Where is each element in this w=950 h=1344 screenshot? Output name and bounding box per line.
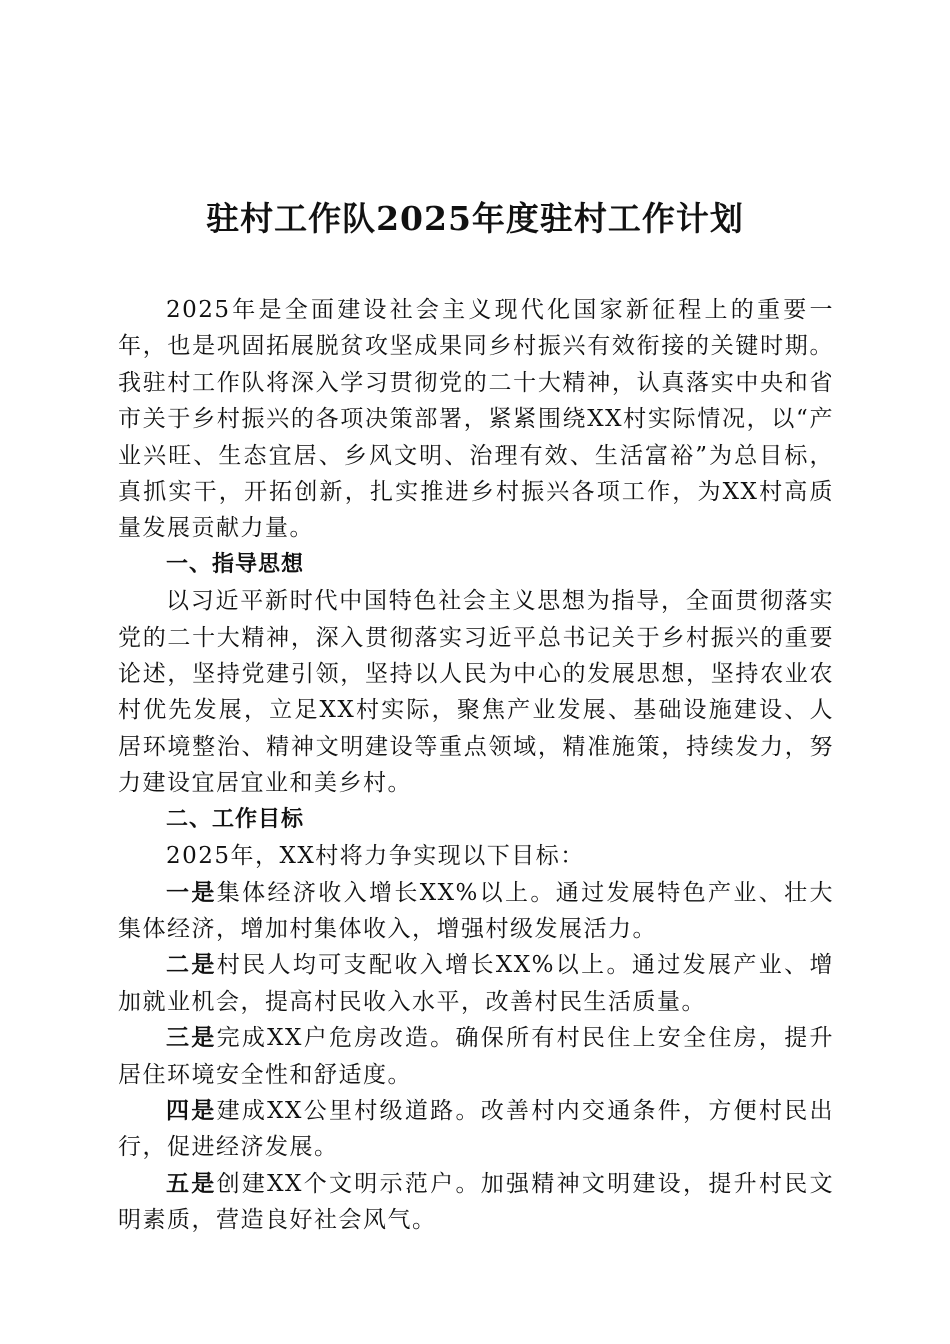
goal-text: 建成XX公里村级道路。改善村内交通条件，方便村民出行，促进经济发展。 [118,1097,835,1161]
goal-lead: 四是 [166,1096,217,1124]
goal-lead: 二是 [166,951,217,979]
goal-item-4 [118,1093,834,1166]
goal-lead: 一是 [166,878,217,906]
document-title: 驻村工作队2025年度驻村工作计划 [206,199,744,238]
goal-text: 创建XX个文明示范户。加强精神文明建设，提升村民文明素质，营造良好社会风气。 [118,1170,835,1234]
goal-text: 村民人均可支配收入增长XX%以上。通过发展产业、增加就业机会，提高村民收入水平，改善村民生活质量。 [118,952,835,1015]
section-paragraph-work-goals: 2025年，XX村将力争实现以下目标： [166,843,585,870]
document-body [118,292,834,1239]
goal-item-3 [118,1020,834,1093]
goal-item-1 [118,875,834,948]
section-heading-work-goals: 二、工作目标 [166,806,305,832]
goal-lead: 五是 [166,1169,217,1197]
goal-item-5 [118,1166,834,1239]
section-heading-guiding-ideology: 一、指导思想 [166,551,305,577]
goal-text: 集体经济收入增长XX%以上。通过发展特色产业、壮大集体经济，增加村集体收入，增强村级发展活力。 [118,879,835,942]
intro-paragraph: 2025年是全面建设社会主义现代化国家新征程上的重要一年，也是巩固拓展脱贫攻坚成果同乡村振兴有效衔接的关键时期。我驻村工作队将深入学习贯彻党的二十大精神，认真落实中央和省市关于乡村振兴的各项决策部署，紧紧围绕XX村实际情况，以“产业兴旺、生态宜居、乡风文明、治理有效、生活富裕”为总目标，真抓实干，开拓创新，扎实推进乡村振兴各项工作，为XX村高质量发展贡献力量。 [118,297,834,542]
goal-item-2 [118,947,834,1020]
section-paragraph-guiding-ideology: 以习近平新时代中国特色社会主义思想为指导，全面贯彻落实党的二十大精神，深入贯彻落实习近平总书记关于乡村振兴的重要论述，坚持党建引领，坚持以人民为中心的发展思想，坚持农业农村优先发展，立足XX村实际，聚焦产业发展、基础设施建设、人居环境整治、精神文明建设等重点领域，精准施策，持续发力，努力建设宜居宜业和美乡村。 [118,588,834,797]
goal-lead: 三是 [166,1024,217,1052]
goal-text: 完成XX户危房改造。确保所有村民住上安全住房，提升居住环境安全性和舒适度。 [118,1025,835,1088]
